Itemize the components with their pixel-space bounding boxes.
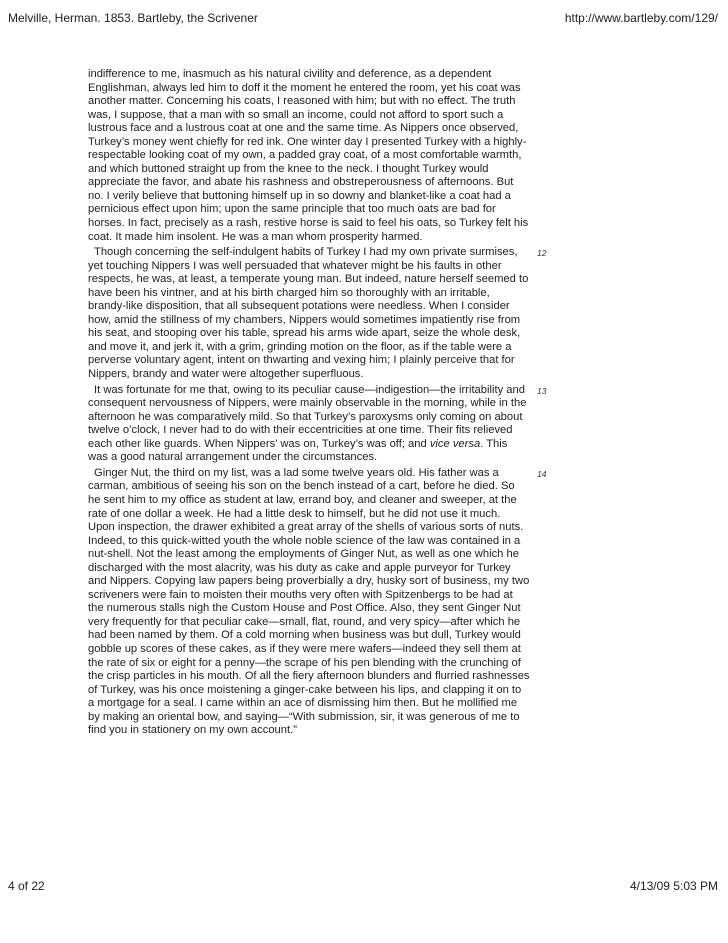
header-url: http://www.bartleby.com/129/ <box>564 11 718 25</box>
paragraph-number: 12 <box>537 248 547 259</box>
paragraph-text <box>88 384 530 465</box>
paragraph-text-part: It was fortunate for me that, owing to its peculiar cause—indigestion—the irritability and consequent nervousness of Nippers, were mainly observable in the morning, while in the afternoon he was comparatively mild. So that Turkey’s paroxysms only coming on about twelve o’clock, I never had to do with their eccentricities at one time. Their fits relieved each other like guards. When Nippers’ was on, Turkey’s was off; and <box>88 383 527 450</box>
paragraph-14 <box>88 466 547 738</box>
footer-timestamp: 4/13/09 5:03 PM <box>629 879 718 893</box>
paragraph-text: Ginger Nut, the third on my list, was a lad some twelve years old. His father was a carman, ambitious of seeing his son on the bench instead of a cart, before he died. So he sent him to my office as student at law, errand boy, and cleaner and sweeper, at the rate of one dollar a week. He had a little desk to himself, but he did not use it much. Upon inspection, the drawer exhibited a great array of the shells of various sorts of nuts. Indeed, to this quick-witted youth the whole noble science of the law was contained in a nut-shell. Not the least among the employments of Ginger Nut, as well as one which he discharged with the most alacrity, was his duty as cake and apple purveyor for Turkey and Nippers. Copying law papers being proverbially a dry, husky sort of business, my two scriveners were fain to moisten their mouths very often with Spitzenbergs to be had at the numerous stalls nigh the Custom House and Post Office. Also, they sent Ginger Nut very frequently for that peculiar cake—small, flat, round, and very spicy—after which he had been named by them. Of a cold morning when business was but dull, Turkey would gobble up scores of these cakes, as if they were mere wafers—indeed they sell them at the rate of six or eight for a penny—the scrape of his pen blending with the crunching of the crisp particles in his mouth. Of all the fiery afternoon blunders and flurried rashnesses of Turkey, was his once moistening a ginger-cake between his lips, and clapping it on to a mortgage for a seal. I came within an ace of dismissing him then. But he mollified me by making an oriental bow, and saying—“With submission, sir, it was generous of me to find you in stationery on my own account.” <box>88 466 530 737</box>
paragraph-text: Though concerning the self-indulgent habits of Turkey I had my own private surmises, yet touching Nippers I was well persuaded that whatever might be his faults in other respects, he was, at least, a temperate young man. But indeed, nature herself seemed to have been his vintner, and at his birth charged him so thoroughly with an irritable, brandy-like disposition, that all subsequent potations were needless. When I consider how, amid the stillness of my chambers, Nippers would sometimes impatiently rise from his seat, and stooping over his table, spread his arms wide apart, seize the whole desk, and move it, and jerk it, with a grim, grinding motion on the floor, as if the table were a perverse voluntary agent, intent on thwarting and vexing him; I plainly perceive that for Nippers, brandy and water were altogether superfluous. <box>88 246 529 381</box>
italic-phrase: vice versa <box>429 437 481 450</box>
paragraph-continued <box>88 68 530 244</box>
paragraph-13 <box>88 383 547 465</box>
paragraph-12 <box>88 246 547 381</box>
paragraph-number: 13 <box>537 385 547 396</box>
footer-page-count: 4 of 22 <box>8 879 45 893</box>
paragraph-number: 14 <box>537 468 547 479</box>
paragraph-text-part: . This was a good natural arrangement under the circumstances. <box>88 437 508 464</box>
paragraph-text: indifference to me, inasmuch as his natural civility and deference, as a dependent Englishman, always led him to doff it the moment he entered the room, yet his coat was another matter. Concerning his coats, I reasoned with him; but with no effect. The truth was, I suppose, that a man with so small an income, could not afford to sport such a lustrous face and a lustrous coat at one and the same time. As Nippers once observed, Turkey’s money went chiefly for red ink. One winter day I presented Turkey with a highly-respectable looking coat of my own, a padded gray coat, of a most comfortable warmth, and which buttoned straight up from the knee to the neck. I thought Turkey would appreciate the favor, and abate his rashness and obstreperousness of afternoons. But no. I verily believe that buttoning himself up in so downy and blanket-like a coat had a pernicious effect upon him; upon the same principle that too much oats are bad for horses. In fact, precisely as a rash, restive horse is said to feel his oats, so Turkey felt his coat. It made him insolent. He was a man whom prosperity harmed. <box>88 68 529 243</box>
header-source-citation: Melville, Herman. 1853. Bartleby, the Scrivener <box>8 11 258 25</box>
document-body <box>88 68 547 738</box>
